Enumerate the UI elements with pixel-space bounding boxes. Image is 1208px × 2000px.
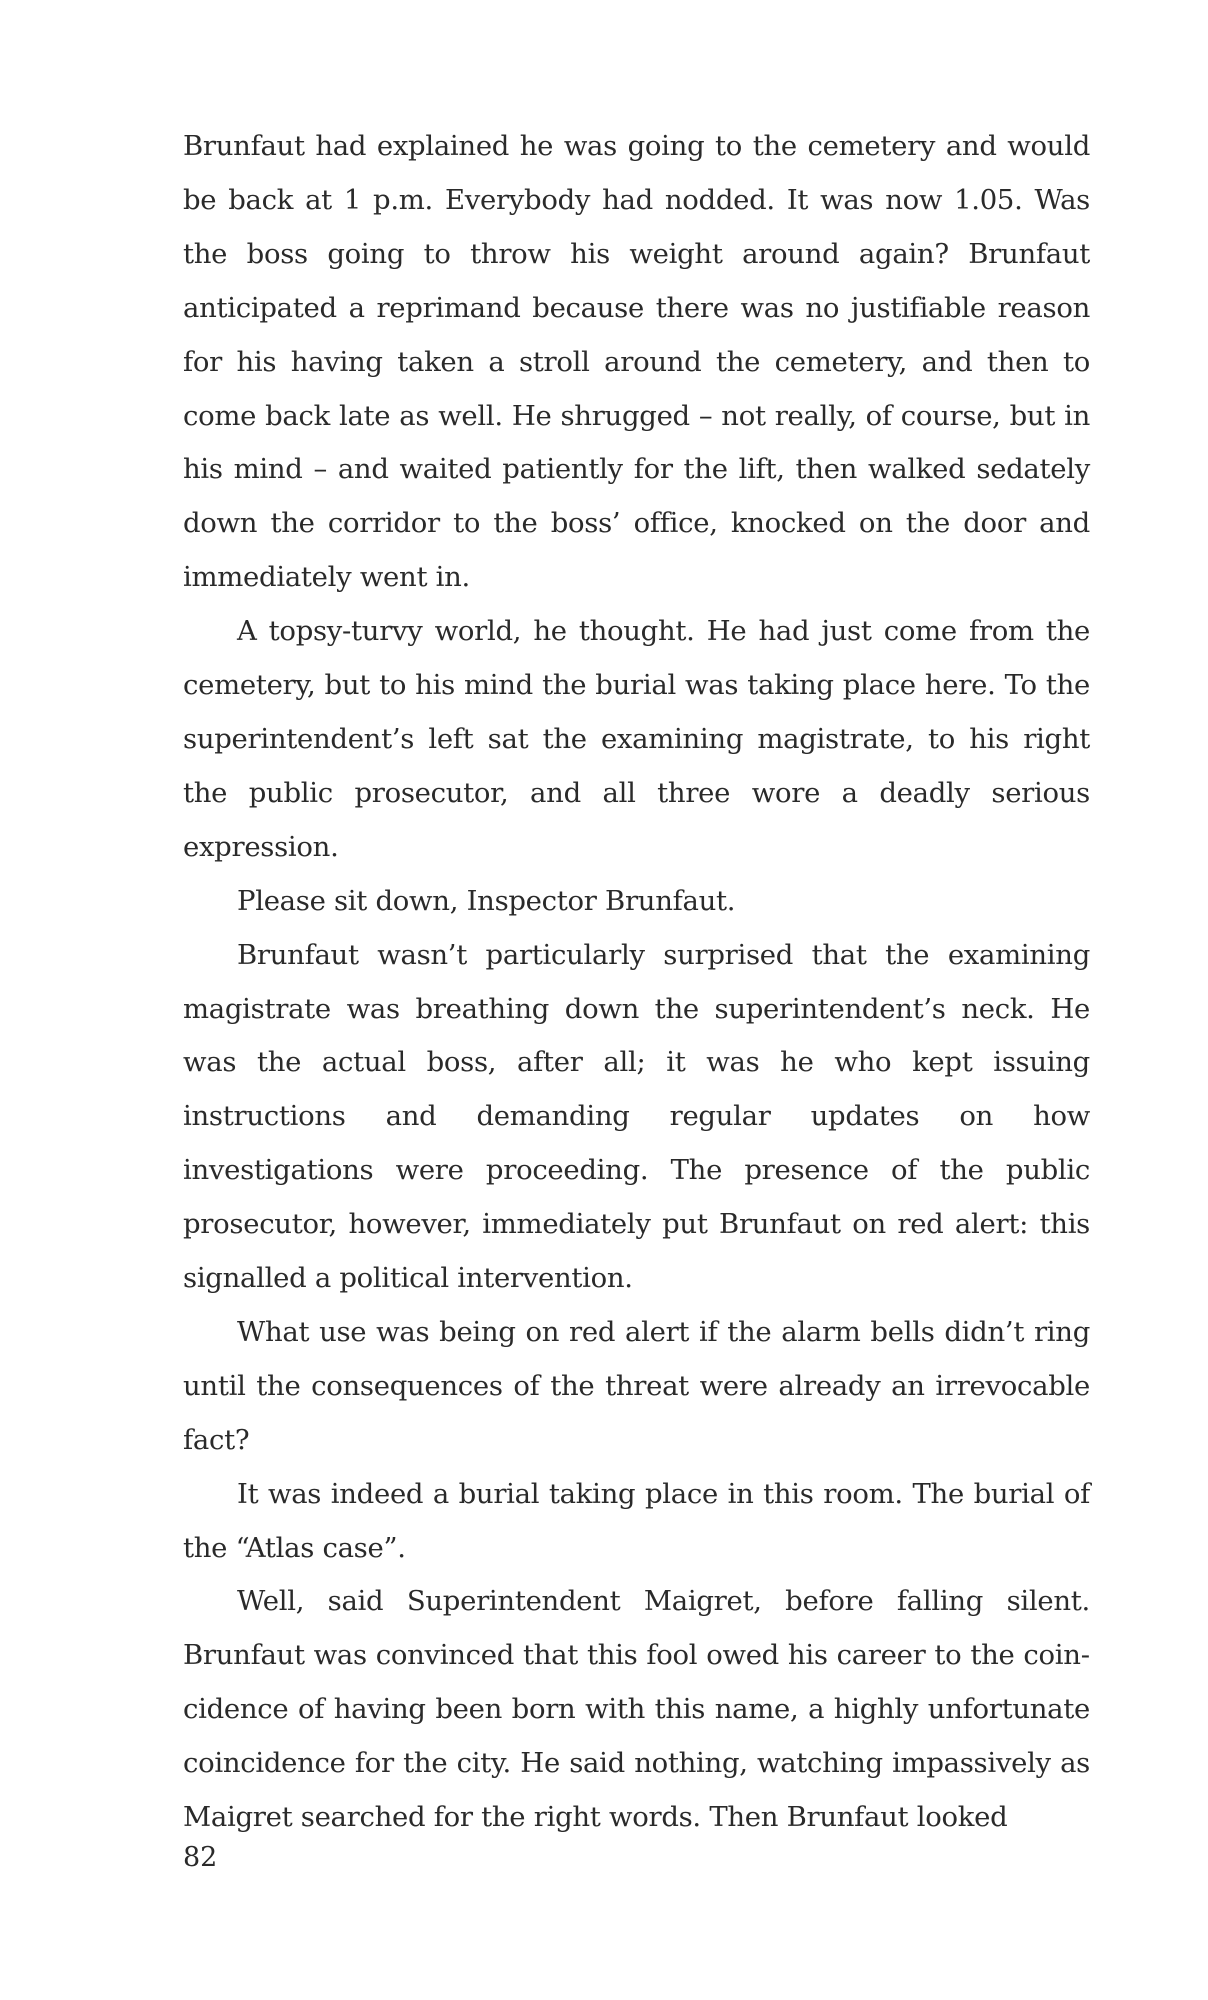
paragraph-1: Brunfaut had explained he was going to the cemetery and would be back at 1 p.m. Everybody had nodded. It was now 1.05. Was the boss going to throw his weight around again? Brunfaut anticipated a reprimand because there was no justifiable reason for his having taken a stroll around the cemetery, and then to come back late as well. He shrugged – not really, of course, but in his mind – and waited patiently for the lift, then walked sedately down the corridor to the boss’ office, knocked on the door and immediately went in. [183, 130, 1090, 594]
paragraph-6: It was indeed a burial taking place in this room. The burial of the “Atlas case”. [183, 1477, 1090, 1564]
page-number: 82 [183, 1842, 218, 1873]
paragraph-3: Please sit down, Inspector Brunfaut. [237, 884, 736, 917]
paragraph-4: Brunfaut wasn’t particularly surprised that the examining magistrate was breathing down the superintendent’s neck. He was the actual boss, after all; it was he who kept issuing instructions and demanding regular updates on how investigations were proceeding. The presence of the public prosecutor, however, immediately put Brunfaut on red alert: this signalled a political intervention. [183, 938, 1090, 1295]
body-text [183, 120, 1090, 1845]
paragraph-7: Well, said Superintendent Maigret, before falling silent. Brunfaut was convinced that this fool owed his career to the coincidence of having been born with this name, a highly unfortunate coincidence for the city. He said nothing, watching impassively as Maigret searched for the right words. Then Brunfaut looked [183, 1585, 1090, 1834]
paragraph-5: What use was being on red alert if the alarm bells didn’t ring until the consequences of the threat were already an irrevocable fact? [183, 1315, 1090, 1456]
paragraph-2: A topsy-turvy world, he thought. He had just come from the cemetery, but to his mind the burial was taking place here. To the superintendent’s left sat the examining magistrate, to his right the public prosecutor, and all three wore a deadly serious expression. [183, 615, 1090, 863]
